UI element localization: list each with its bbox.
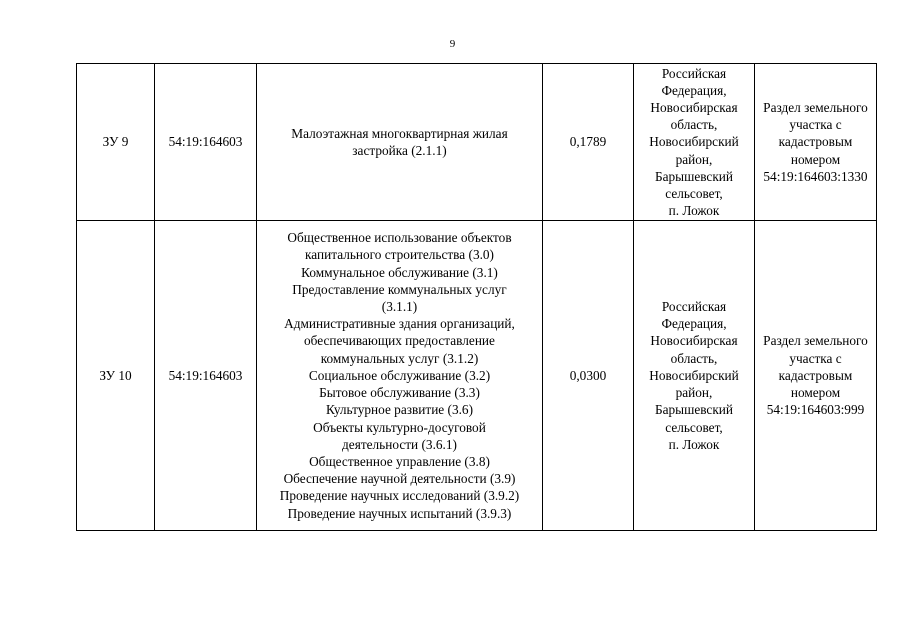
cell-text-line: участка с: [789, 350, 842, 366]
cell-text-line: коммунальных услуг (3.1.2): [320, 350, 479, 366]
cell-text-line: Российская: [661, 299, 727, 315]
cell-text-line: Новосибирская: [650, 99, 738, 115]
cell-text-line: (3.1.1): [381, 299, 418, 315]
table-row: [77, 64, 877, 221]
formation-method-cell: [755, 64, 877, 221]
cadastral-quarter-cell: 54:19:164603: [155, 64, 257, 221]
cell-text-line: участка с: [789, 117, 842, 133]
cell-text-line: номером: [790, 385, 841, 401]
cell-text-line: номером: [790, 151, 841, 167]
cell-text-line: Федерация,: [661, 82, 727, 98]
cell-text-line: кадастровым: [778, 134, 853, 150]
cell-text-line: Общественное использование объектов: [287, 230, 512, 246]
cell-text-line: Административные здания организаций,: [284, 316, 515, 332]
cell-text-line: Барышевский: [654, 168, 734, 184]
cell-text-line: Новосибирская: [650, 333, 738, 349]
cell-text-line: область,: [670, 350, 718, 366]
cell-text-line: Малоэтажная многоквартирная жилая: [291, 125, 508, 141]
cell-text-line: сельсовет,: [665, 419, 723, 435]
cell-text-line: капитального строительства (3.0): [305, 247, 494, 263]
cell-text-line: Обеспечение научной деятельности (3.9): [283, 471, 516, 487]
cell-text-line: сельсовет,: [665, 186, 723, 201]
plot-id-cell: ЗУ 9: [77, 64, 155, 221]
cell-text-line: Федерация,: [661, 316, 727, 332]
land-plots-table: [76, 63, 877, 531]
location-cell: [634, 221, 755, 531]
cell-text-line: Российская: [661, 65, 727, 81]
location-cell: [634, 64, 755, 221]
cell-text-line: область,: [670, 117, 718, 133]
area-cell: 0,0300: [543, 221, 634, 531]
cell-text-line: район,: [675, 151, 713, 167]
cell-text-line: Барышевский: [654, 402, 734, 418]
cell-text-line: застройка (2.1.1): [352, 143, 447, 158]
cell-text-line: Новосибирский: [649, 367, 739, 383]
cell-text-line: Культурное развитие (3.6): [325, 402, 474, 418]
page-number: 9: [449, 38, 456, 50]
cell-text-line: Предоставление коммунальных услуг: [292, 281, 507, 297]
cell-text-line: район,: [675, 385, 713, 401]
cell-text-line: п. Ложок: [668, 203, 720, 219]
plot-id-cell: ЗУ 10: [77, 221, 155, 531]
cell-text-line: деятельности (3.6.1): [342, 436, 457, 452]
cell-text-line: Бытовое обслуживание (3.3): [319, 385, 480, 401]
cadastral-quarter-cell: 54:19:164603: [155, 221, 257, 531]
cell-text-line: обеспечивающих предоставление: [304, 333, 495, 349]
formation-method-cell: [755, 221, 877, 531]
permitted-use-cell: [257, 221, 543, 531]
table-row: [77, 221, 877, 531]
cell-text-line: 54:19:164603:999: [766, 402, 865, 418]
cell-text-line: 54:19:164603:1330: [763, 168, 868, 184]
cell-text-line: Проведение научных исследований (3.9.2): [279, 488, 520, 504]
cell-text-line: Объекты культурно-досуговой: [313, 419, 486, 435]
cell-text-line: Новосибирский: [649, 134, 739, 150]
cell-text-line: Общественное управление (3.8): [309, 453, 490, 469]
cell-text-line: п. Ложок: [668, 436, 720, 452]
cell-text-line: Проведение научных испытаний (3.9.3): [287, 505, 512, 521]
cell-text-line: Коммунальное обслуживание (3.1): [301, 264, 498, 280]
cell-text-line: Социальное обслуживание (3.2): [308, 367, 491, 383]
cell-text-line: кадастровым: [778, 367, 853, 383]
cell-text-line: Раздел земельного: [763, 333, 868, 349]
area-cell: 0,1789: [543, 64, 634, 221]
cell-text-line: Раздел земельного: [763, 99, 868, 115]
permitted-use-cell: [257, 64, 543, 221]
